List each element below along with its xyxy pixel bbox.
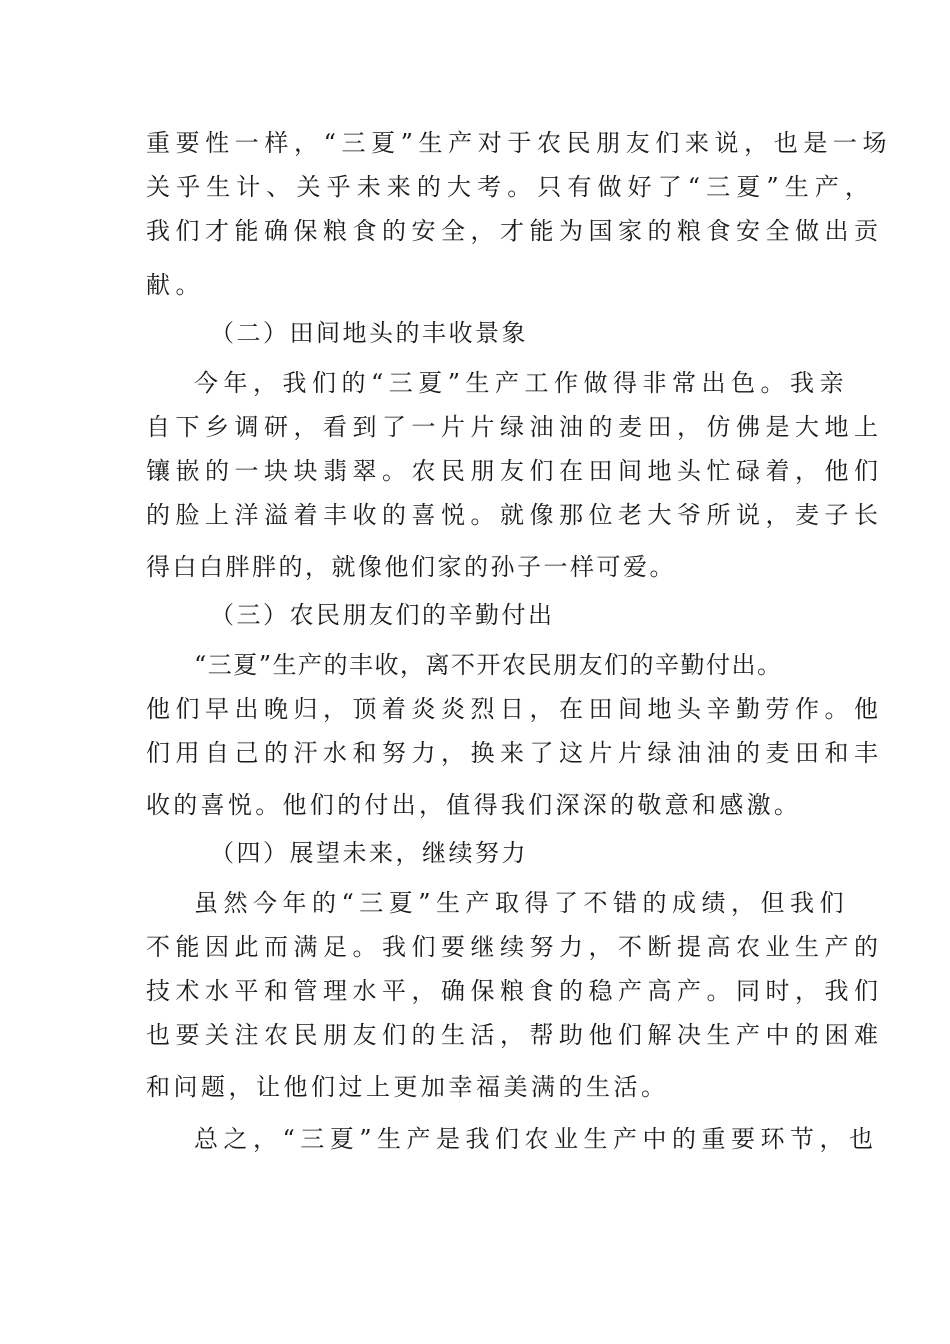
body-text-line: 我们才能确保粮食的安全，才能为国家的粮食安全做出贡 <box>146 217 884 245</box>
section-heading: （二）田间地头的丰收景象 <box>210 319 528 347</box>
body-text-line: 今年，我们的“三夏”生产工作做得非常出色。我亲 <box>194 369 850 397</box>
body-text-line: 也要关注农民朋友们的生活，帮助他们解决生产中的困难 <box>146 1021 884 1049</box>
body-text-line: 他们早出晚归，顶着炎炎烈日，在田间地头辛勤劳作。他 <box>146 695 884 723</box>
body-text-line: 收的喜悦。他们的付出，值得我们深深的敬意和感激。 <box>146 791 802 819</box>
body-text-line: 技术水平和管理水平，确保粮食的稳产高产。同时，我们 <box>146 977 884 1005</box>
body-text-line: 不能因此而满足。我们要继续努力，不断提高农业生产的 <box>146 933 884 961</box>
section-heading: （四）展望未来，继续努力 <box>210 839 528 867</box>
body-text-line: 虽然今年的“三夏”生产取得了不错的成绩，但我们 <box>194 889 850 917</box>
section-heading: （三）农民朋友们的辛勤付出 <box>210 601 555 629</box>
body-text-line: 重要性一样，“三夏”生产对于农民朋友们来说，也是一场 <box>146 129 893 157</box>
body-text-line: 总之，“三夏”生产是我们农业生产中的重要环节，也 <box>194 1125 879 1153</box>
body-text-line: 和问题，让他们过上更加幸福美满的生活。 <box>146 1073 669 1101</box>
body-text-line: 镶嵌的一块块翡翠。农民朋友们在田间地头忙碌着，他们 <box>146 457 884 485</box>
body-text-line: 关乎生计、关乎未来的大考。只有做好了“三夏”生产， <box>146 173 876 201</box>
body-text-line: 的脸上洋溢着丰收的喜悦。就像那位老大爷所说，麦子长 <box>146 501 884 529</box>
body-text-line: 们用自己的汗水和努力，换来了这片片绿油油的麦田和丰 <box>146 739 884 767</box>
body-text-line: “三夏”生产的丰收，离不开农民朋友们的辛勤付出。 <box>194 651 783 679</box>
body-text-line: 得白白胖胖的，就像他们家的孙子一样可爱。 <box>146 553 676 581</box>
body-text-line: 献。 <box>146 271 205 299</box>
body-text-line: 自下乡调研，看到了一片片绿油油的麦田，仿佛是大地上 <box>146 413 884 441</box>
